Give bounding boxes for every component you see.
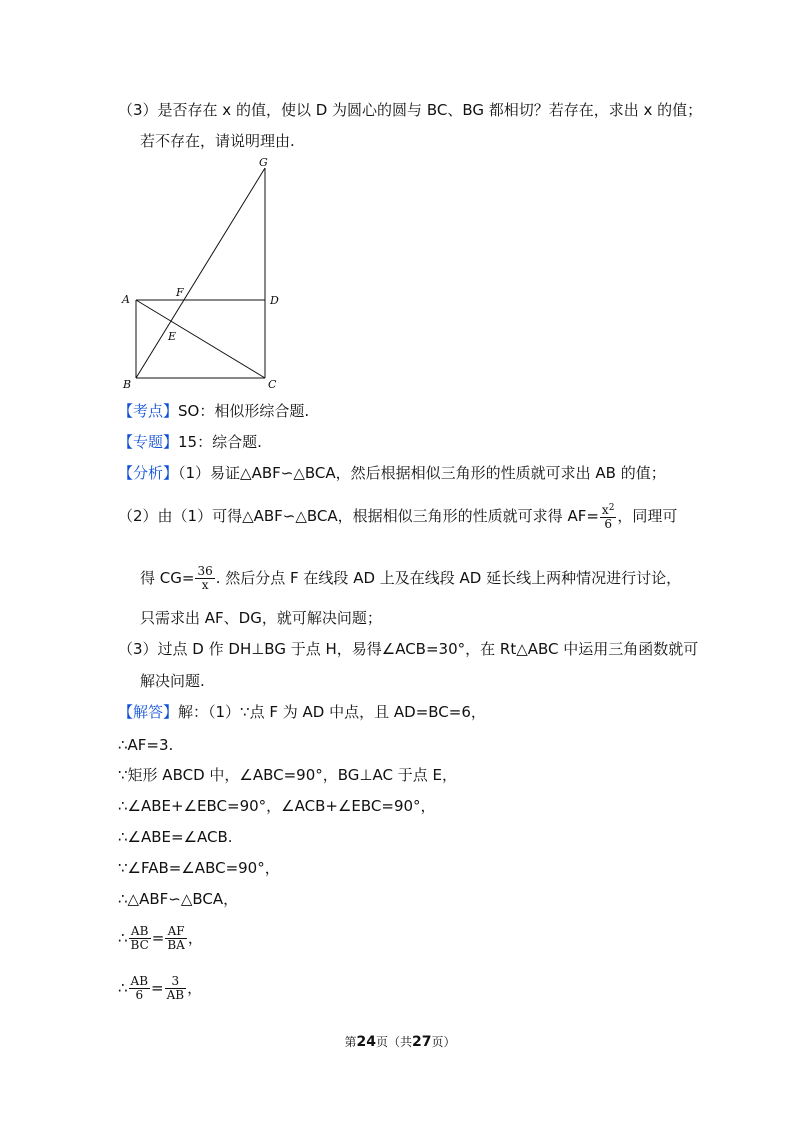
fenxi-line-6: 解决问题. (140, 672, 205, 690)
jieda-tag: 【解答】 (118, 703, 179, 721)
fraction-cg (195, 565, 214, 592)
page-footer (0, 1033, 800, 1050)
kaodian-line (118, 401, 309, 421)
fenxi-line-2 (118, 501, 677, 531)
footer-suffix: 页） (431, 1035, 456, 1049)
label-G: G (259, 156, 268, 169)
cg-denominator: x (201, 578, 209, 592)
af-numerator: x (601, 503, 609, 517)
label-D: D (270, 294, 279, 307)
fenxi-tag: 【分析】 (118, 464, 179, 482)
cg-numerator: 36 (197, 564, 213, 578)
fraction-af (600, 502, 617, 531)
fenxi-text-2-end: ，同理可 (617, 507, 678, 525)
jieda-line-2: ∴AF=3. (118, 736, 174, 754)
label-C: C (268, 378, 277, 390)
jieda-line-7: ∴△ABF∽△BCA， (118, 890, 239, 908)
therefore-symbol: ∴ (118, 929, 128, 947)
jieda-line-3: ∵矩形 ABCD 中，∠ABC=90°，BG⊥AC 于点 E， (118, 766, 457, 784)
zhuanti-line (118, 432, 262, 452)
frac2-b-numerator: 3 (165, 975, 186, 989)
frac2-a-denominator: 6 (135, 988, 144, 1002)
footer-prefix: 第 (344, 1035, 357, 1049)
frac1-a-numerator: AB (129, 925, 151, 939)
fenxi-text-3-end: . 然后分点 F 在线段 AD 上及在线段 AD 延长线上两种情况进行讨论， (215, 569, 682, 587)
segment-BG (136, 168, 265, 378)
geometry-figure (118, 150, 288, 390)
frac2-b-denominator: AB (166, 988, 185, 1002)
question-3-line-2: 若不存在，请说明理由. (140, 132, 295, 150)
jieda-line-5: ∴∠ABE=∠ACB. (118, 828, 233, 846)
jieda-line-4: ∴∠ABE+∠EBC=90°，∠ACB+∠EBC=90°， (118, 797, 436, 815)
label-A: A (122, 293, 130, 306)
frac1-a-denominator: BC (130, 938, 149, 952)
label-E: E (168, 330, 177, 343)
fenxi-line-5: （3）过点 D 作 DH⊥BG 于点 H，易得∠ACB=30°，在 Rt△ABC 中运用三角函数就可 (118, 640, 699, 658)
comma: ， (187, 979, 203, 997)
af-denominator: 6 (604, 517, 612, 531)
fraction-af-ba (165, 925, 186, 952)
jieda-proportion-2 (118, 971, 202, 1005)
jieda-proportion-1 (118, 921, 203, 955)
frac1-b-numerator: AF (165, 925, 186, 939)
current-page-number: 24 (356, 1034, 376, 1050)
equals-sign: = (151, 929, 165, 947)
fraction-ab-bc (129, 925, 151, 952)
comma: ， (187, 929, 203, 947)
therefore-symbol: ∴ (118, 979, 128, 997)
jieda-text-1: 解：（1）∵点 F 为 AD 中点，且 AD=BC=6， (178, 703, 486, 721)
total-pages-number: 27 (412, 1034, 432, 1050)
frac1-b-denominator: BA (167, 938, 185, 952)
fraction-3-ab (165, 975, 186, 1002)
fenxi-text-3: 得 CG= (140, 569, 195, 587)
equals-sign: = (151, 979, 164, 997)
fraction-ab-6 (129, 975, 150, 1002)
jieda-line-1 (118, 702, 486, 722)
label-F: F (176, 286, 184, 299)
fenxi-line-1 (118, 463, 666, 483)
zhuanti-text: 15：综合题. (178, 433, 262, 451)
zhuanti-tag: 【专题】 (118, 433, 179, 451)
fenxi-text-2: （2）由（1）可得△ABF∽△BCA，根据相似三角形的性质就可求得 AF= (118, 507, 599, 525)
fenxi-line-4: 只需求出 AF、DG，就可解决问题； (140, 609, 382, 627)
kaodian-text: SO：相似形综合题. (178, 402, 310, 420)
jieda-line-6: ∵∠FAB=∠ABC=90°， (118, 859, 280, 877)
fenxi-line-3 (140, 563, 681, 593)
label-B: B (123, 378, 132, 390)
segment-AC (136, 300, 265, 378)
frac2-a-numerator: AB (130, 974, 149, 988)
fenxi-text-1: （1）易证△ABF∽△BCA，然后根据相似三角形的性质就可求出 AB 的值； (178, 464, 666, 482)
question-3-line-1: （3）是否存在 x 的值，使以 D 为圆心的圆与 BC、BG 都相切？若存在，求出 x 的值； (118, 101, 703, 119)
kaodian-tag: 【考点】 (118, 402, 179, 420)
footer-middle: 页（共 (375, 1035, 412, 1049)
af-exponent: 2 (608, 503, 615, 513)
